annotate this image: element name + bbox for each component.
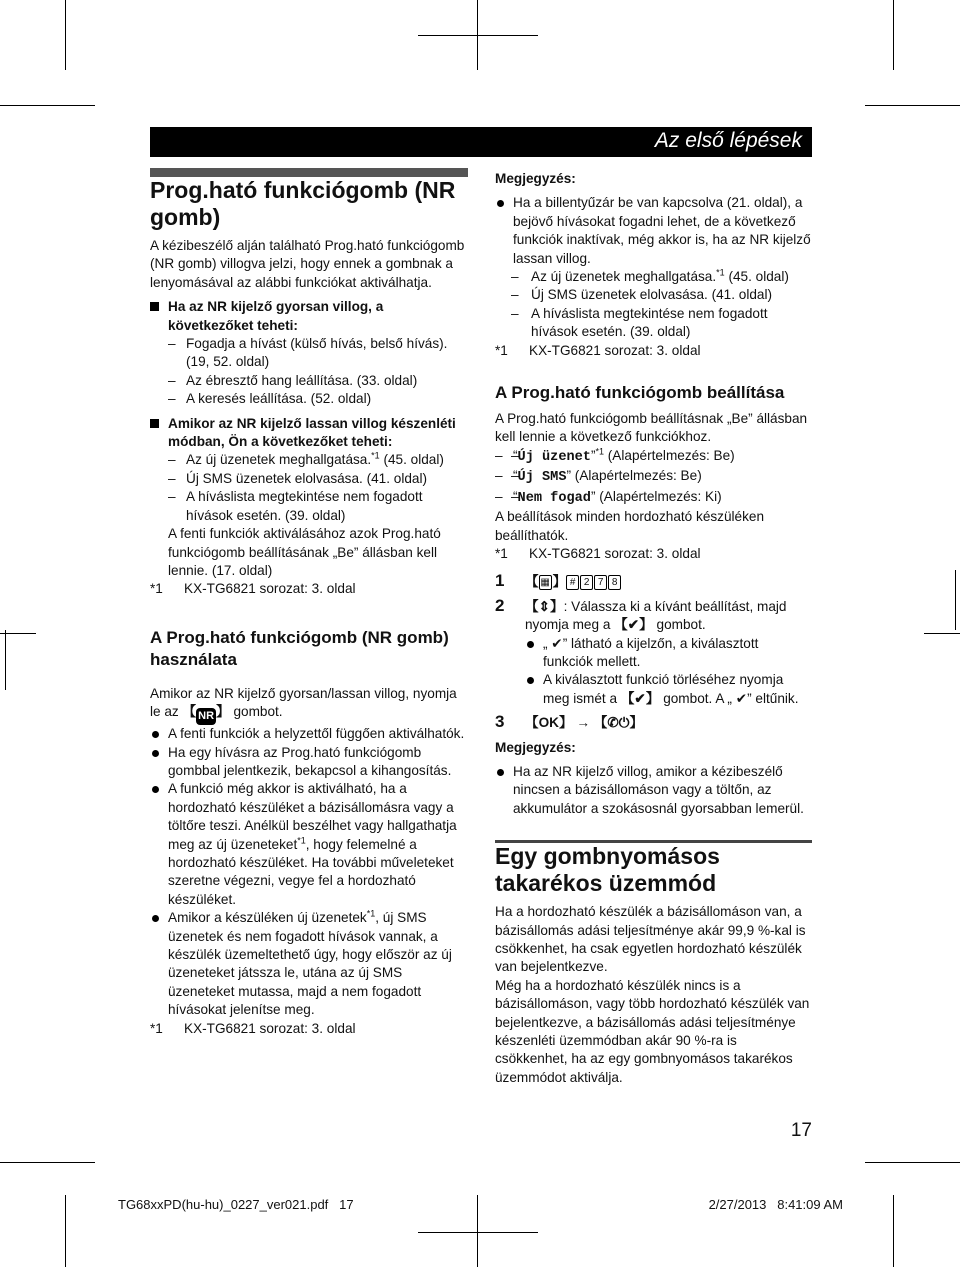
section-intro: A kézibeszélő alján található Prog.ható funkciógomb (NR gomb) villogva jelzi, hogy ennek a gombnak a lenyomásával az alábbi funkciókat aktiválhatja. bbox=[150, 238, 465, 290]
crop-mark bbox=[477, 1195, 478, 1267]
section-title: A Prog.ható funkciógomb beállítása bbox=[495, 383, 785, 403]
section-title: Egy gombnyomásos takarékos üzemmód bbox=[495, 843, 720, 897]
bullet-item: Ha az NR kijelző villog, amikor a kézibeszélő nincsen a bázisállomáson vagy a töltőn, az akkumulátor a szokásosnál gyorsabban lemerül. bbox=[495, 763, 812, 818]
crop-mark bbox=[0, 1162, 95, 1163]
key-8: 8 bbox=[608, 575, 621, 590]
option-item: – – “Nem fogad” (Alapértelmezés: Ki) bbox=[495, 488, 812, 508]
arrow-right-icon: → bbox=[576, 715, 590, 731]
bullet-item: Ha egy hívásra az Prog.ható funkciógomb gombbal jelentkezik, bekapcsol a kihangosítás. bbox=[150, 744, 468, 781]
chapter-title: Az első lépések bbox=[654, 129, 802, 152]
crop-mark bbox=[5, 630, 6, 690]
list-item: hívások esetén. (39. oldal) bbox=[531, 324, 691, 340]
list-item: – Új SMS üzenetek elolvasása. (41. oldal) bbox=[150, 470, 468, 488]
crop-mark bbox=[893, 1195, 894, 1267]
section-intro: A Prog.ható funkciógomb beállításnak „Be” állásban kell lennie a következő funkciókhoz. bbox=[495, 411, 808, 445]
case-heading: Ha az NR kijelző gyorsan villog, a következőket teheti: bbox=[150, 298, 468, 335]
list-item: (19, 52. oldal) bbox=[186, 354, 270, 370]
menu-key-icon: ▦ bbox=[540, 577, 550, 589]
list-item: – A híváslista megtekintése nem fogadott bbox=[150, 488, 468, 506]
case-heading: Amikor az NR kijelző lassan villog készenléti módban, Ön a következőket teheti: bbox=[150, 415, 468, 452]
section-divider bbox=[150, 168, 468, 177]
step-1: 1 【 ▦ 】 # 2 7 8 bbox=[495, 573, 812, 591]
crop-mark bbox=[955, 570, 956, 630]
paragraph: A beállítások minden hordozható készüléken beállíthatók. bbox=[495, 509, 765, 543]
paragraph: Ha a hordozható készülék a bázisállomáson van, a bázisállomás adási teljesítménye akár 99,9 %-kal is csökkenhet, ha csak egyetlen hordozható készülék van bejelentkezve. bbox=[495, 904, 806, 975]
option-item: – – “Új SMS” (Alapértelmezés: Be) bbox=[495, 467, 812, 487]
crop-mark bbox=[865, 1162, 960, 1163]
crop-mark bbox=[65, 0, 66, 70]
bullet-item: Ha a billentyűzár be van kapcsolva (21. oldal), a bejövő hívásokat fogadni lehet, de a következő funkciók inaktívak, még akkor is, ha az NR kijelző lassan villog. bbox=[495, 194, 812, 268]
footnote: *1 KX-TG6821 sorozat: 3. oldal bbox=[495, 545, 701, 561]
crop-mark bbox=[893, 0, 894, 70]
square-bullet-icon bbox=[150, 302, 159, 311]
crop-mark bbox=[0, 105, 95, 106]
crop-mark bbox=[865, 105, 960, 106]
right-column bbox=[495, 170, 812, 1087]
check-icon: ✔ bbox=[627, 617, 640, 633]
key-7: 7 bbox=[594, 575, 607, 590]
note-label: Megjegyzés: bbox=[495, 171, 576, 186]
option-item: – – “Új üzenet”$^{*1}$ (Alapértelmezés: Be) bbox=[495, 447, 812, 467]
bullet-item: A funkció még akkor is aktiválható, ha a hordozható készüléket a bázisállomásra vagy a töltőre teszi. Anélkül beszélhet vagy hallgathatja meg az új üzeneteket$^{*1}$, hogy felemelné a hordozható készüléket. Ha további műveleteket szeretne végezni, vegye fel a hordozható készüléket. bbox=[150, 780, 468, 909]
note-text: A fenti funkciók aktiválásához azok Prog.ható funkciógomb beállításának „Be” állásban kell lennie. (17. oldal) bbox=[168, 526, 441, 578]
square-bullet-icon bbox=[150, 419, 159, 428]
key-2: 2 bbox=[580, 575, 593, 590]
bullet-item: Amikor a készüléken új üzenetek$^{*1}$, új SMS üzenetek és nem fogadott hívások vannak, a készülék üzemeltethető úgy, hogy először az új üzeneteket játssza le, utána az új SMS üzeneteket mutassa, majd a nem fogadott hívásokat jelenítse meg. bbox=[150, 909, 468, 1019]
list-item: – A keresés leállítása. (52. oldal) bbox=[150, 390, 468, 408]
left-column bbox=[150, 168, 468, 1038]
section-title: A Prog.ható funkciógomb (NR gomb) használata bbox=[150, 627, 449, 669]
check-icon: ✔ bbox=[634, 690, 646, 706]
list-item: – Új SMS üzenetek elolvasása. (41. oldal) bbox=[495, 286, 812, 304]
crop-mark bbox=[65, 1195, 66, 1267]
footnote: *1 KX-TG6821 sorozat: 3. oldal bbox=[150, 1020, 356, 1036]
step-2: 2 【⇕】: Válassza ki a kívánt beállítást, majd nyomja meg a 【✔】 gombot. bbox=[495, 595, 787, 633]
crop-mark bbox=[418, 1232, 538, 1233]
crop-mark bbox=[0, 633, 36, 634]
bullet-item: „ ✔” látható a kijelzőn, a kiválasztott funkciók mellett. bbox=[495, 635, 812, 672]
footer-date: 2/27/2013 8:41:09 AM bbox=[708, 1197, 843, 1212]
section-intro: Amikor az NR kijelző gyorsan/lassan villog, nyomja le az 【 NR 】 gombot. bbox=[150, 685, 468, 725]
footer-filename: TG68xxPD(hu-hu)_0227_ver021.pdf 17 bbox=[118, 1197, 354, 1212]
section-title: Prog.ható funkciógomb (NR gomb) bbox=[150, 177, 456, 230]
paragraph: Még ha a hordozható készülék nincs is a bázisállomáson, vagy több hordozható készülék van bejelentkezve, a bázisállomás adási teljesítménye készenléti üzemmódban akár 90 %-ra is csökkenhet, ha az egy gombnyomásos takarékos üzemmódot aktiválja. bbox=[495, 977, 810, 1085]
chapter-header-bar bbox=[150, 127, 812, 157]
page-number: 17 bbox=[790, 1120, 812, 1141]
crop-mark bbox=[418, 35, 538, 36]
footnote: *1 KX-TG6821 sorozat: 3. oldal bbox=[495, 342, 701, 358]
list-item: – Az új üzenetek meghallgatása.$^{*1}$ (45. oldal) bbox=[495, 268, 812, 286]
list-item: – Az ébresztő hang leállítása. (33. oldal) bbox=[150, 372, 468, 390]
note-label: Megjegyzés: bbox=[495, 739, 576, 755]
ok-key: OK bbox=[538, 715, 559, 731]
step-3: 3 【OK】 → 【✆⏻】 bbox=[495, 712, 644, 732]
off-key-icon: ✆⏻ bbox=[607, 715, 630, 731]
bullet-item: A kiválasztott funkció törléséhez nyomja meg ismét a 【✔】 gombot. A „ ✔” eltűnik. bbox=[495, 671, 812, 708]
bullet-item: A fenti funkciók a helyzettől függően aktiválhatók. bbox=[150, 725, 468, 743]
list-item: – Az új üzenetek meghallgatása.$^{*1}$ (45. oldal) bbox=[150, 451, 468, 469]
crop-mark bbox=[924, 633, 960, 634]
up-down-arrow-icon: ⇕ bbox=[538, 598, 550, 614]
key-hash: # bbox=[566, 575, 579, 590]
list-item: – Fogadja a hívást (külső hívás, belső hívás). bbox=[150, 335, 468, 353]
list-item: hívások esetén. (39. oldal) bbox=[186, 507, 346, 523]
footnote: *1 KX-TG6821 sorozat: 3. oldal bbox=[150, 581, 356, 597]
nr-key-icon: NR bbox=[196, 708, 216, 725]
list-item: – A híváslista megtekintése nem fogadott bbox=[495, 305, 812, 323]
